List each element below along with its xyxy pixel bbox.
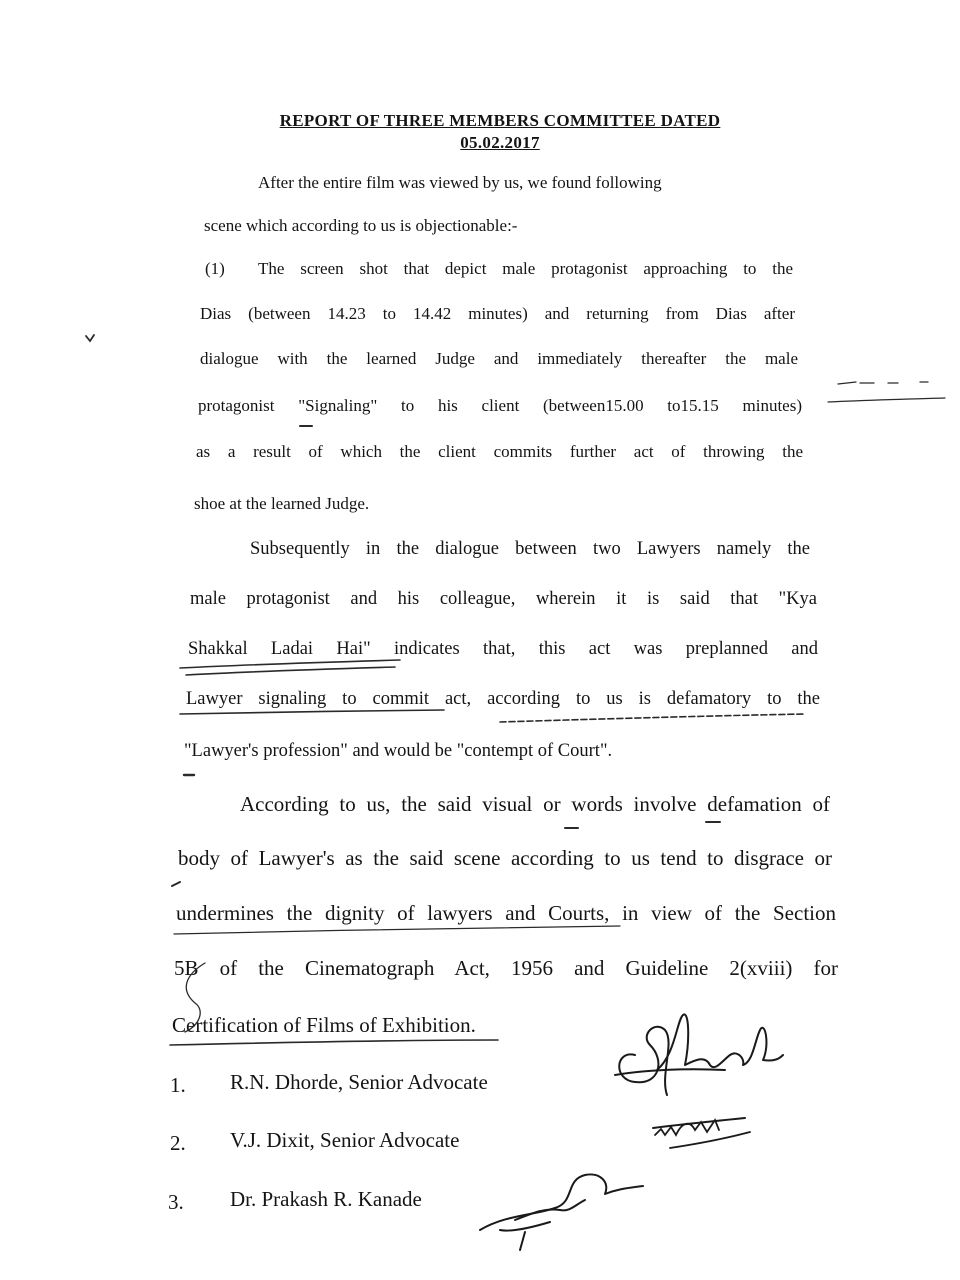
para-3-line-4: 5B of the Cinematograph Act, 1956 and Guideline 2(xviii) for bbox=[174, 956, 838, 980]
para-2-line-5: "Lawyer's profession" and would be "contempt of Court". bbox=[184, 741, 613, 761]
signature-dhorde bbox=[605, 1000, 785, 1110]
item-1-line-2: Dias (between 14.23 to 14.42 minutes) and returning from Dias after bbox=[200, 304, 795, 323]
para-2-line-3: Shakkal Ladai Hai" indicates that, this act was preplanned and bbox=[188, 639, 818, 659]
para-3-line-5: Certification of Films of Exhibition. bbox=[172, 1013, 476, 1037]
signatory-1-name: R.N. Dhorde, Senior Advocate bbox=[230, 1070, 488, 1094]
report-title-line2: 05.02.2017 bbox=[460, 133, 540, 152]
para-2-line-1: Subsequently in the dialogue between two Lawyers namely the bbox=[250, 539, 810, 559]
item-1-line-1: The screen shot that depict male protagonist approaching to the bbox=[258, 259, 793, 278]
signatory-2-name: V.J. Dixit, Senior Advocate bbox=[230, 1128, 460, 1152]
signatory-1-number: 1. bbox=[170, 1073, 186, 1097]
report-title-line1: REPORT OF THREE MEMBERS COMMITTEE DATED bbox=[279, 111, 721, 130]
item-1-line-3: dialogue with the learned Judge and immediately thereafter the male bbox=[200, 349, 798, 368]
para-3-line-1: According to us, the said visual or words involve defamation of bbox=[240, 792, 830, 816]
item-1-line-5: as a result of which the client commits further act of throwing the bbox=[196, 442, 803, 461]
para-2-line-2: male protagonist and his colleague, wherein it is said that "Kya bbox=[190, 589, 817, 609]
intro-line-2: scene which according to us is objectionable:- bbox=[204, 216, 518, 235]
signatory-3-name: Dr. Prakash R. Kanade bbox=[230, 1187, 422, 1211]
item-1-line-4: protagonist "Signaling" to his client (between15.00 to15.15 minutes) bbox=[198, 396, 802, 415]
item-1-number: (1) bbox=[205, 259, 225, 278]
signatory-3-number: 3. bbox=[168, 1190, 184, 1214]
para-3-line-3: undermines the dignity of lawyers and Courts, in view of the Section bbox=[176, 901, 836, 925]
signature-dixit bbox=[650, 1110, 760, 1155]
para-3-line-2: body of Lawyer's as the said scene according to us tend to disgrace or bbox=[178, 846, 832, 870]
para-2-line-4: Lawyer signaling to commit act, according to us is defamatory to the bbox=[186, 689, 820, 709]
intro-line-1: After the entire film was viewed by us, we found following bbox=[258, 173, 662, 192]
item-1-line-6: shoe at the learned Judge. bbox=[194, 494, 370, 513]
signatory-2-number: 2. bbox=[170, 1131, 186, 1155]
signature-kanade bbox=[475, 1160, 650, 1260]
